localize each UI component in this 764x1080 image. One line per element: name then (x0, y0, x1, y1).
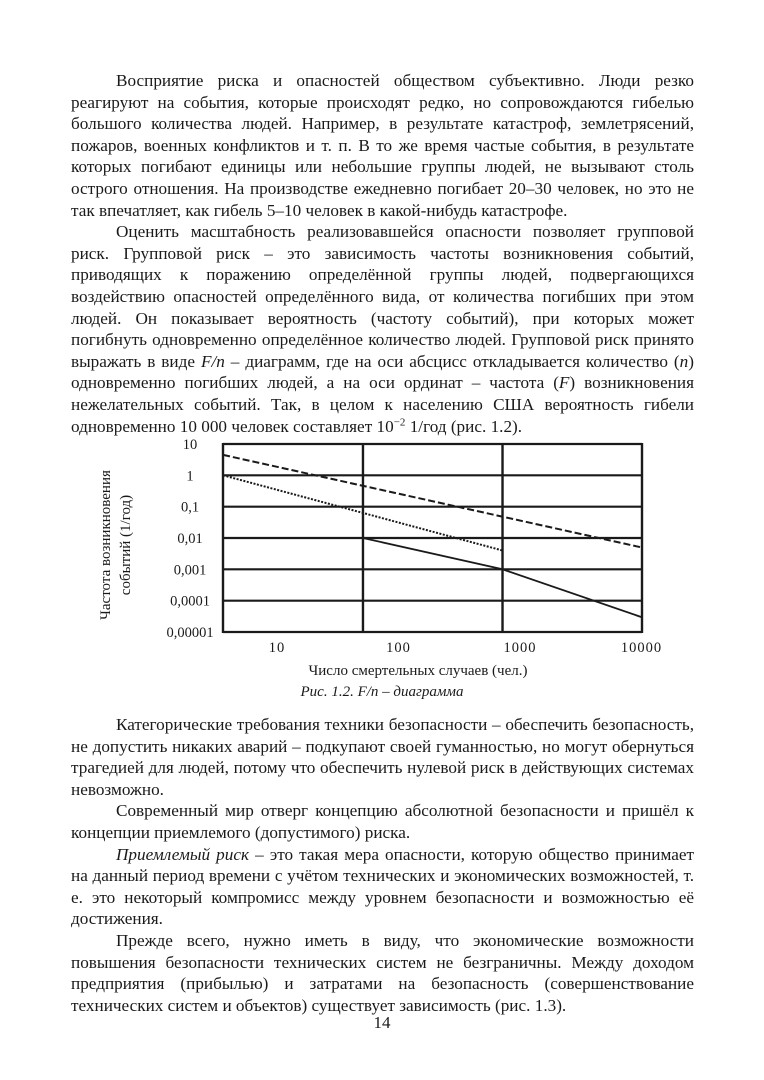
x-tick-label: 100 (386, 640, 411, 656)
paragraph-text: Восприятие риска и опасностей обществом субъективно. Люди резко реагируют на события, которые происходят редко, но сопровождаются гибелью большого количества людей. Например, в результате катастроф, землетрясений, пожаров, военных конфликтов и т. п. В то же время частые события, в результате которых погибают единицы или небольшие группы людей, не вызывают столь острого отношения. На производстве ежедневно погибает 20–30 человек, но это не так впечатляет, как гибель 5–10 человек в какой-нибудь катастрофе. (71, 71, 694, 220)
italic-term-f: F (558, 373, 570, 393)
paragraph-economic-limits (71, 930, 694, 1016)
y-tick-label: 0,00001 (166, 625, 214, 641)
paragraph-text: Современный мир отверг концепцию абсолютной безопасности и пришёл к концепции приемлемого (допустимого) риска. (71, 801, 694, 842)
text-block-bottom (71, 714, 694, 1016)
superscript-exponent: −2 (393, 415, 406, 428)
y-tick-label: 0,0001 (170, 593, 210, 610)
y-tick-label: 0,1 (180, 499, 200, 516)
y-tick-label: 10 (182, 437, 198, 453)
paragraph-modern-world (71, 800, 694, 843)
paragraph-text: – это такая мера опасности, которую общество принимает на данный период времени с учётом технических и экономических возможностей, т. е. это некоторый компромисс между уровнем безопасности и возможностью её достижения. (71, 844, 694, 929)
paragraph-text: Оценить масштабность реализовавшейся опасности позволяет групповой риск. Групповой риск – это зависимость частоты возникновения событий, приводящих к поражению определённой группы людей, подвергающихся воздействию опасностей определённого вида, от количества погибших при этом людей. Он показывает вероятность (частоту событий), при которых может погибнуть одновременно определённое количество людей. Групповой риск принято выражать в виде (71, 222, 694, 371)
y-tick-label: 0,001 (173, 562, 207, 579)
paragraph-text: 1/год (рис. 1.2). (405, 416, 523, 436)
paragraph-text: – диаграмм, где на оси абсцисс откладывается количество ( (224, 351, 680, 371)
italic-term-acceptable-risk: Приемлемый риск (116, 844, 250, 864)
series-line-dashed (223, 455, 641, 548)
italic-term-fn: F/n (200, 351, 225, 371)
paragraph-text: Категорические требования техники безопасности – обеспечить безопасность, не допустить никаких аварий – подкупают своей гуманностью, но могут обернуться трагедией для людей, потому что обеспечить нулевой риск в действующих системах невозможно. (71, 715, 694, 799)
y-tick-label: 1 (186, 468, 194, 485)
y-tick-label: 0,01 (177, 531, 203, 547)
x-tick-label: 10 (268, 640, 286, 656)
paragraph-categorical-requirements (71, 714, 694, 800)
italic-term-n: n (679, 351, 689, 371)
text-block-top (71, 70, 694, 437)
x-axis-title: Число смертельных случаев (чел.) (308, 663, 528, 679)
paragraph-risk-perception (71, 70, 694, 221)
fn-diagram-chart (90, 430, 700, 685)
y-axis-title-line2: событий (1/год) (118, 494, 134, 596)
page-number: 14 (373, 1013, 391, 1032)
paragraph-group-risk (71, 221, 694, 437)
paragraph-acceptable-risk (71, 844, 694, 930)
paragraph-text: ) возникновения нежелательных событий. Так, в целом к населению США вероятность гибели одновременно 10 000 человек составляет 10 (71, 373, 694, 436)
figure-caption: Рис. 1.2. F/n – диаграмма (300, 684, 464, 700)
y-axis-title-line1: Частота возникновения (98, 470, 114, 620)
x-tick-label: 1000 (503, 640, 537, 656)
paragraph-text: ) одновременно погибших людей, а на оси ординат – частота ( (71, 351, 694, 393)
chart-canvas (90, 430, 700, 685)
paragraph-text: Прежде всего, нужно иметь в виду, что экономические возможности повышения безопасности технических систем не безграничны. Между доходом предприятия (прибылью) и затратами на безопасность (совершенствование технических систем и объектов) существует зависимость (рис. 1.3). (71, 930, 694, 1015)
x-tick-label: 10000 (620, 640, 663, 656)
